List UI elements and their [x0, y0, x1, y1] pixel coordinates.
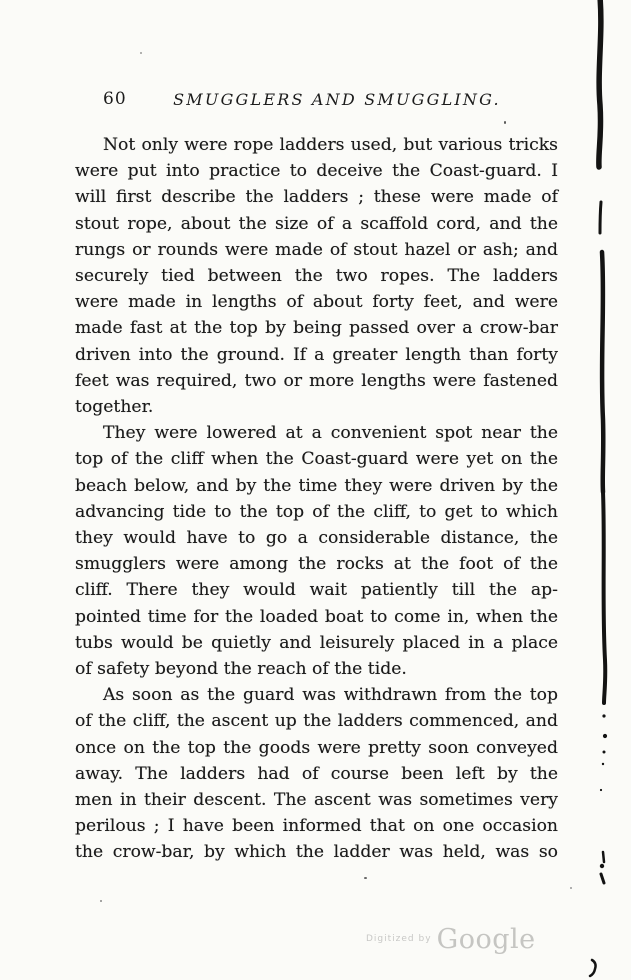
watermark — [366, 924, 536, 955]
text-line: Not only were rope ladders used, but various tricks — [103, 135, 558, 155]
text-line: securely tied between the two ropes. The ladders — [75, 266, 558, 287]
digitized-by-label: Digitized by — [366, 934, 432, 944]
text-line: perilous ; I have been informed that on one occasion — [75, 816, 558, 837]
text-line: once on the top the goods were pretty soon conveyed — [75, 737, 558, 758]
text-line: together. — [75, 397, 154, 418]
ink-speck — [140, 52, 142, 54]
page-body — [75, 132, 558, 866]
paragraph — [75, 132, 558, 420]
ink-speck — [504, 121, 506, 124]
text-line: of the cliff, the ascent up the ladders commenced, and — [75, 711, 558, 732]
text-line: of safety beyond the reach of the tide. — [75, 659, 407, 680]
text-line: pointed time for the loaded boat to come in, when the — [75, 606, 558, 627]
text-line: smugglers were among the rocks at the foot of the — [75, 554, 558, 575]
text-line: tubs would be quietly and leisurely placed in a place — [75, 632, 558, 653]
page-number: 60 — [103, 89, 127, 109]
google-logo: Google — [436, 924, 536, 955]
text-line: As soon as the guard was withdrawn from the top — [103, 685, 558, 706]
text-line: top of the cliff when the Coast-guard were yet on the — [75, 449, 558, 470]
text-line: beach below, and by the time they were driven by the — [75, 475, 558, 496]
text-line: made fast at the top by being passed over a crow-bar — [75, 318, 558, 339]
text-line: were put into practice to deceive the Coast-guard. I — [75, 161, 558, 182]
text-line: cliff. There they would wait patiently till the ap- — [75, 580, 558, 601]
text-line: were made in lengths of about forty feet, and were — [75, 292, 558, 313]
ink-speck — [570, 887, 572, 889]
text-line: will first describe the ladders ; these were made of — [75, 187, 558, 208]
text-line: advancing tide to the top of the cliff, to get to which — [75, 501, 558, 522]
paragraph — [75, 682, 558, 865]
paragraph — [75, 420, 558, 682]
text-line: driven into the ground. If a greater length than forty — [75, 344, 558, 365]
text-line: They were lowered at a convenient spot near the — [103, 423, 558, 444]
text-line: stout rope, about the size of a scaffold cord, and the — [75, 213, 558, 234]
ink-speck — [364, 877, 367, 879]
running-header: SMUGGLERS AND SMUGGLING. — [173, 90, 501, 109]
text-line: they would have to go a considerable distance, the — [75, 528, 558, 549]
text-line: the crow-bar, by which the ladder was held, was so — [75, 842, 558, 863]
ink-speck — [100, 900, 102, 902]
text-line: rungs or rounds were made of stout hazel or ash; and — [75, 239, 558, 260]
text-line: men in their descent. The ascent was sometimes very — [75, 790, 558, 811]
text-line: away. The ladders had of course been left by the — [75, 763, 558, 784]
text-line: feet was required, two or more lengths were fastened — [75, 370, 558, 391]
